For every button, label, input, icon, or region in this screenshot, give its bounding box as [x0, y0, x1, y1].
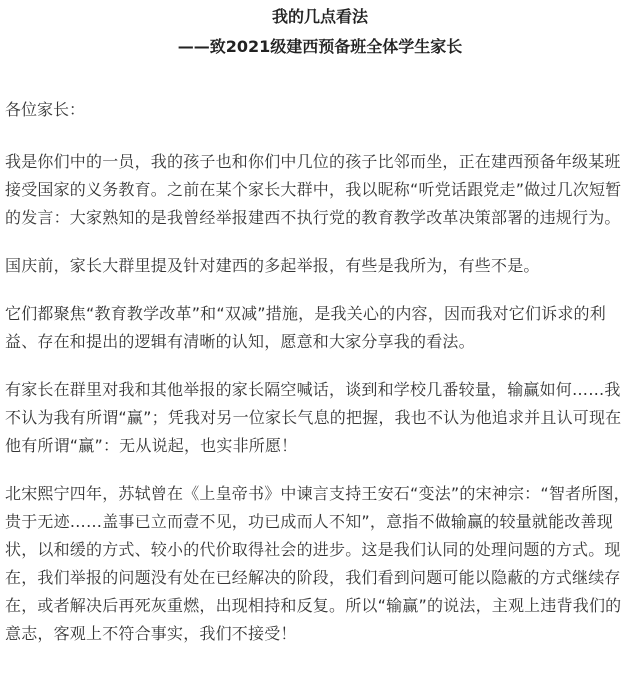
paragraph-reform-focus: 它们都聚焦“教育教学改革”和“双减”措施，是我关心的内容，因而我对它们诉求的利益、存在和提出的逻辑有清晰的认知，愿意和大家分享我的看法。 — [5, 304, 606, 351]
paragraph-win-lose: 有家长在群里对我和其他举报的家长隔空喊话，谈到和学校几番较量，输赢如何……我不认为我有所谓“赢”；凭我对另一位家长气息的把握，我也不认为他追求并且认可现在他有所谓“赢”：无从说起，也实非所愿！ — [5, 380, 622, 455]
paragraph-national-day: 国庆前，家长大群里提及针对建西的多起举报，有些是我所为，有些不是。 — [5, 256, 540, 275]
salutation: 各位家长： — [5, 100, 86, 119]
paragraph-intro: 我是你们中的一员，我的孩子也和你们中几位的孩子比邻而坐，正在建西预备年级某班接受国家的义务教育。之前在某个家长大群中，我以昵称“听党话跟党走”做过几次短暂的发言：大家熟知的是我曾经举报建西不执行党的教育教学改革决策部署的违规行为。 — [5, 152, 622, 227]
article-title: 我的几点看法 — [271, 7, 368, 26]
article-subtitle: ——致2021级建西预备班全体学生家长 — [177, 37, 463, 56]
paragraph-su-shi: 北宋熙宁四年，苏轼曾在《上皇帝书》中谏言支持王安石“变法”的宋神宗：“智者所图，贵于无迹……盖事已立而壹不见，功已成而人不知”，意指不做输赢的较量就能改善现状，以和缓的方式、较小的代价取得社会的进步。这是我们认同的处理问题的方式。现在，我们举报的问题没有处在已经解决的阶段，我们看到问题可能以隐蔽的方式继续存在，或者解决后再死灰重燃，出现相持和反复。所以“输赢”的说法，主观上违背我们的意志，客观上不符合事实，我们不接受！ — [5, 484, 630, 643]
